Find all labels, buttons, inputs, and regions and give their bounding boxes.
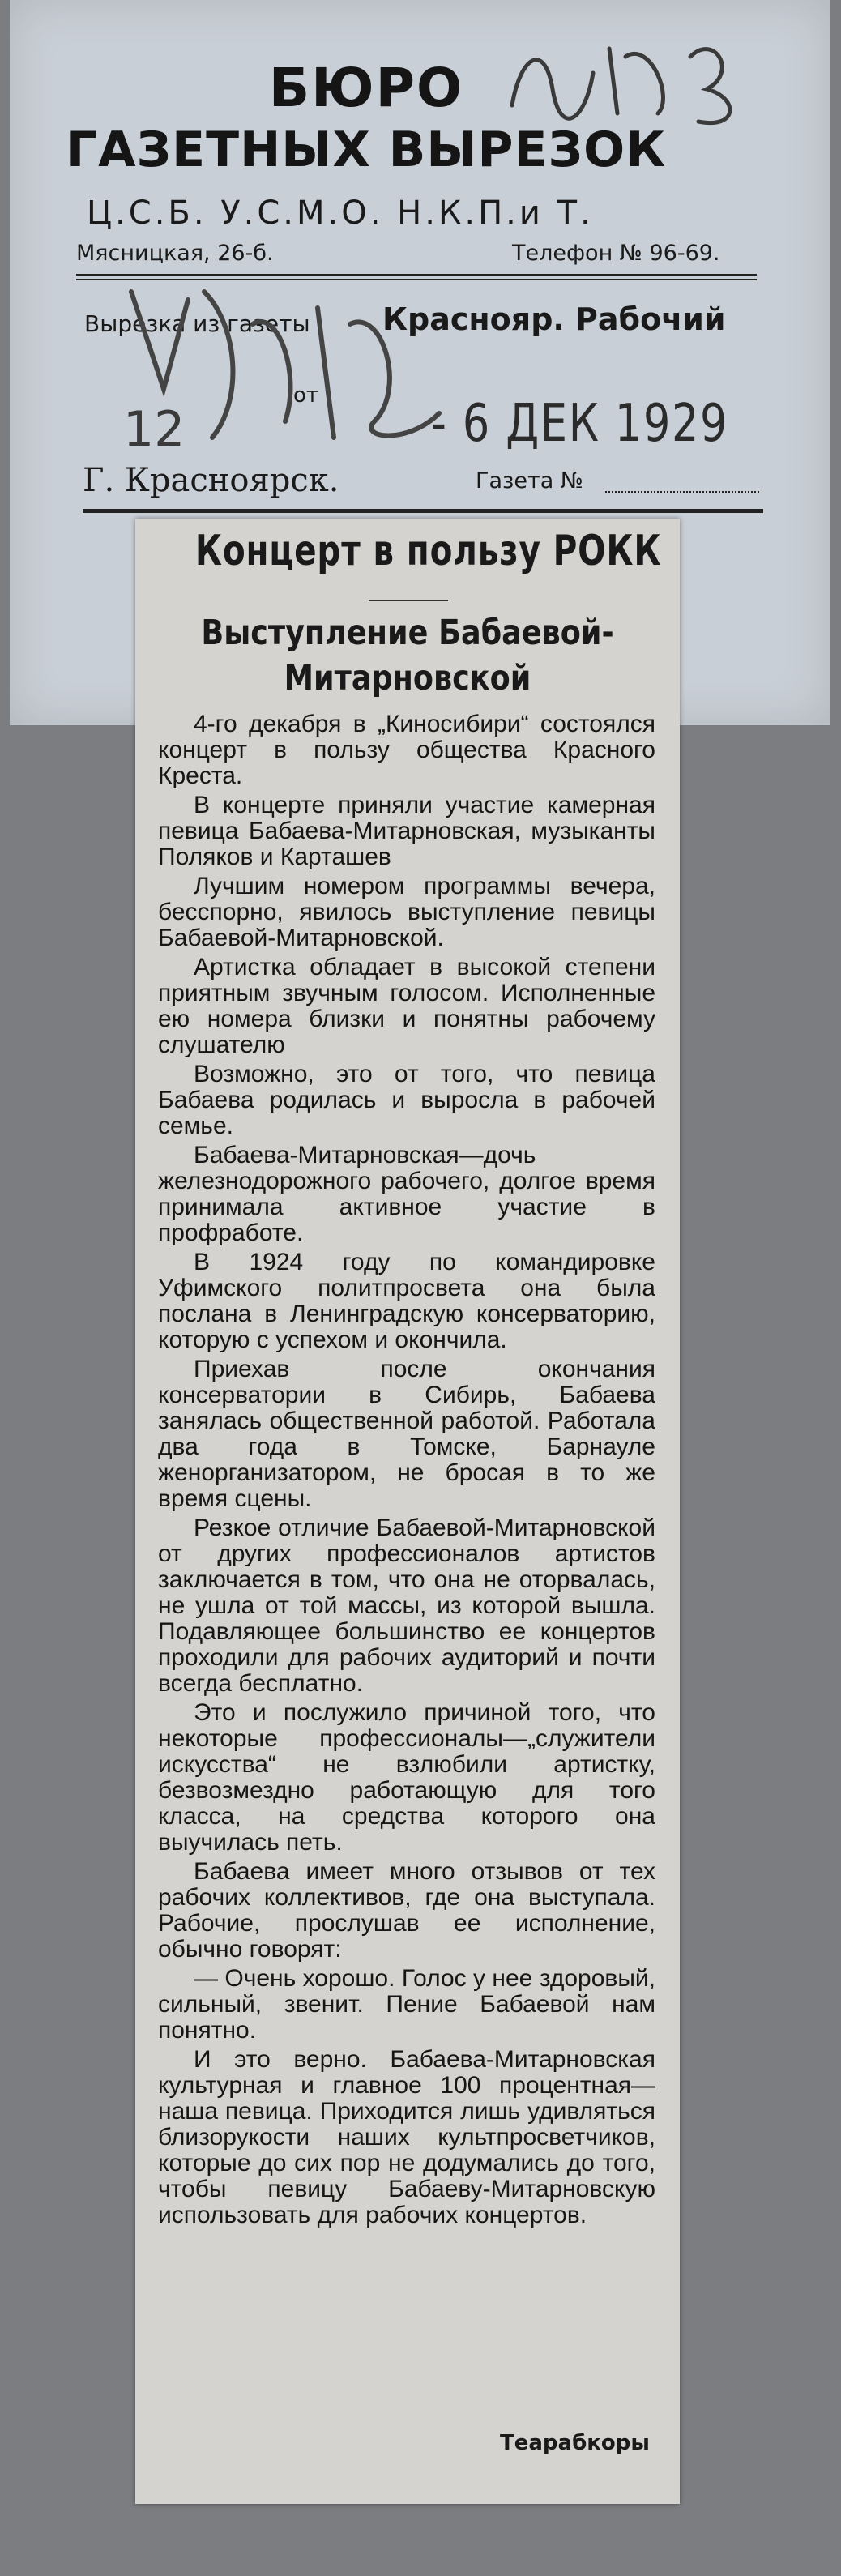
- article-paragraph: Артистка обладает в высокой степени приятным звучным голосом. Исполненные ею номера близки и понятны рабочему слушателю: [158, 954, 655, 1058]
- article-paragraph: Бабаева имеет много отзывов от тех рабочих коллективов, где она выступала. Рабочие, прослушав ее исполнение, обычно говорят:: [158, 1858, 655, 1963]
- article-headline: Концерт в пользу РОКК: [194, 527, 662, 575]
- city-label: Г. Красноярск.: [83, 462, 339, 499]
- bureau-address: Мясницкая, 26-б.: [76, 241, 274, 266]
- article-paragraph: 4-го декабря в „Киносибири“ состоялся концерт в пользу общества Красного Креста.: [158, 711, 655, 789]
- bureau-phone: Телефон № 96-69.: [512, 241, 720, 266]
- article-paragraph: Бабаева-Митарновская—дочь железнодорожного рабочего, долгое время принимала активное участие в профработе.: [158, 1142, 655, 1246]
- gazeta-number-label: Газета №: [476, 468, 583, 493]
- article-paragraph: Приехав после окончания консерватории в Сибирь, Бабаева занялась общественной работой. Работала два года в Томске, Барнауле женорганизатором, не бросая в то же время сцены.: [158, 1356, 655, 1512]
- headline-divider: [369, 600, 448, 601]
- divider-rule: [76, 279, 757, 280]
- article-signature: Теарабкоры: [500, 2431, 650, 2455]
- article-paragraph: В 1924 году по командировке Уфимского политпросвета она была послана в Ленинградскую консерваторию, которую с успехом и окончила.: [158, 1249, 655, 1353]
- date-from-label: от: [293, 383, 319, 408]
- article-paragraph: И это верно. Бабаева-Митарновская культурная и главное 100 процентная—наша певица. Приходится лишь удивляться близорукости наших культпросветчиков, которые до сих пор не додумались до того, чтобы певицу Бабаеву-Митарновскую использовать для рабочих концертов.: [158, 2046, 655, 2228]
- article-body: [158, 711, 655, 2232]
- stamp-date: - 6 ДЕК 1929: [431, 394, 729, 454]
- newspaper-clipping: [135, 519, 680, 2504]
- bureau-title-line2: ГАЗЕТНЫХ ВЫРЕЗОК: [66, 122, 667, 178]
- stamp-number: 12: [123, 401, 186, 458]
- divider-rule: [76, 274, 757, 276]
- article-paragraph: В концерте приняли участие камерная певица Бабаева-Митарновская, музыканты Поляков и Карташев: [158, 792, 655, 870]
- newspaper-name: Краснояр. Рабочий: [382, 301, 726, 337]
- divider-rule-thick: [83, 509, 763, 513]
- article-paragraph: Это и послужило причиной того, что некоторые профессионалы—„служители искусства“ не взлюбили артистку, безвозмездно работающую для того класса, на средства которого она выучилась петь.: [158, 1699, 655, 1856]
- article-subhead: Выступление Бабаевой-Митарновской: [201, 613, 614, 698]
- gazeta-number-blank: [605, 491, 759, 493]
- article-paragraph: — Очень хорошо. Голос у нее здоровый, сильный, звенит. Пение Бабаевой нам понятно.: [158, 1965, 655, 2044]
- article-paragraph: Лучшим номером программы вечера, бесспорно, явилось выступление певицы Бабаевой-Митарновской.: [158, 873, 655, 951]
- bureau-title-line1: БЮРО: [268, 57, 464, 119]
- bureau-organizations: Ц.С.Б. У.С.М.О. Н.К.П.и Т.: [87, 194, 594, 232]
- article-paragraph: Резкое отличие Бабаевой-Митарновской от других профессионалов артистов заключается в том, что она не оторвалась, не ушла от той массы, из которой вышла. Подавляющее большинство ее концертов проходили для рабочих аудиторий и почти всегда бесплатно.: [158, 1514, 655, 1697]
- article-paragraph: Возможно, это от того, что певица Бабаева родилась и выросла в рабочей семье.: [158, 1061, 655, 1139]
- cutting-source-label: Вырезка из газеты: [84, 310, 310, 337]
